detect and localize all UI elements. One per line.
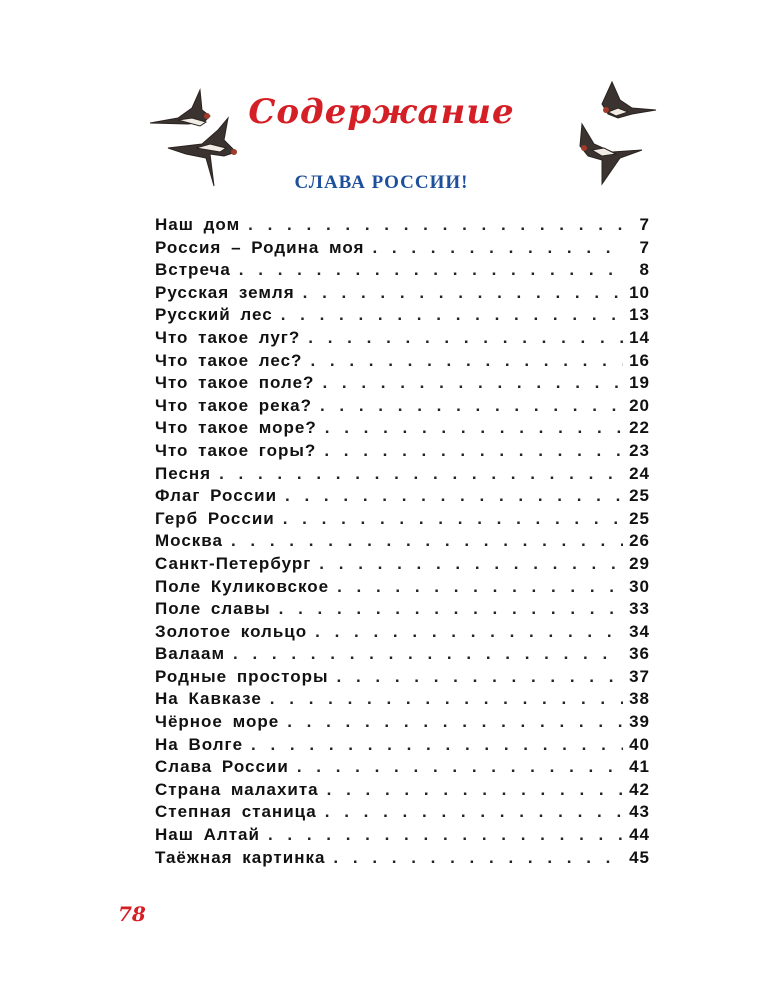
toc-entry <box>155 304 650 327</box>
toc-entry-page: 33 <box>629 599 650 619</box>
toc-entry <box>155 643 650 666</box>
toc-entry-title: Что такое лес? <box>155 350 303 370</box>
toc-leader-dots <box>270 688 623 711</box>
toc-entry-title: Москва <box>155 531 223 551</box>
toc-leader-dots <box>279 598 623 621</box>
toc-leader-dots <box>337 576 623 599</box>
toc-leader-dots <box>248 214 624 237</box>
toc-entry-page: 14 <box>629 327 650 347</box>
toc-entry-page: 23 <box>629 440 650 460</box>
toc-leader-dots <box>283 508 623 531</box>
toc-entry-page: 25 <box>629 486 650 506</box>
toc-leader-dots <box>310 350 623 373</box>
toc-entry-page: 20 <box>629 395 650 415</box>
toc-entry <box>155 734 650 757</box>
toc-leader-dots <box>319 553 623 576</box>
toc-entry-title: Песня <box>155 463 212 483</box>
toc-entry <box>155 553 650 576</box>
toc-entry-title: На Кавказе <box>155 689 262 709</box>
toc-leader-dots <box>372 237 624 260</box>
toc-entry <box>155 801 650 824</box>
toc-entry-page: 24 <box>629 463 650 483</box>
toc-entry <box>155 598 650 621</box>
toc-entry-title: Русская земля <box>155 282 295 302</box>
table-of-contents <box>155 214 650 869</box>
toc-leader-dots <box>268 824 623 847</box>
toc-entry-title: Поле Куликовское <box>155 576 330 596</box>
toc-entry <box>155 711 650 734</box>
toc-leader-dots <box>327 779 623 802</box>
toc-leader-dots <box>233 643 623 666</box>
toc-entry-page: 25 <box>629 508 650 528</box>
toc-entry-page: 38 <box>629 689 650 709</box>
toc-entry <box>155 666 650 689</box>
toc-entry-page: 41 <box>629 757 650 777</box>
toc-entry <box>155 576 650 599</box>
toc-entry <box>155 463 650 486</box>
toc-leader-dots <box>324 440 623 463</box>
toc-entry-title: Страна малахита <box>155 779 319 799</box>
toc-entry-title: Родные просторы <box>155 666 329 686</box>
toc-leader-dots <box>285 485 623 508</box>
toc-leader-dots <box>219 463 623 486</box>
toc-entry-page: 16 <box>629 350 650 370</box>
page-number: 78 <box>118 902 146 926</box>
toc-entry <box>155 440 650 463</box>
toc-entry-page: 43 <box>629 802 650 822</box>
toc-entry <box>155 485 650 508</box>
toc-entry <box>155 327 650 350</box>
toc-entry-title: Что такое луг? <box>155 327 301 347</box>
toc-entry-title: Наш дом <box>155 215 241 234</box>
toc-entry-page: 30 <box>629 576 650 596</box>
toc-leader-dots <box>303 282 623 305</box>
toc-entry-title: Наш Алтай <box>155 825 260 845</box>
toc-entry <box>155 237 650 260</box>
toc-entry-title: Флаг России <box>155 486 278 506</box>
toc-leader-dots <box>239 259 624 282</box>
toc-entry <box>155 824 650 847</box>
toc-leader-dots <box>322 372 623 395</box>
toc-leader-dots <box>281 304 623 327</box>
toc-entry-title: Поле славы <box>155 599 271 619</box>
toc-entry-page: 10 <box>629 282 650 302</box>
toc-entry-page: 22 <box>629 418 650 438</box>
toc-entry-page: 19 <box>629 373 650 393</box>
toc-leader-dots <box>297 756 623 779</box>
toc-entry-title: Русский лес <box>155 305 273 325</box>
toc-entry <box>155 372 650 395</box>
toc-entry <box>155 282 650 305</box>
toc-entry-page: 39 <box>629 712 650 732</box>
toc-entry <box>155 756 650 779</box>
section-heading: СЛАВА РОССИИ! <box>294 172 469 193</box>
toc-entry-page: 29 <box>629 553 650 573</box>
toc-entry-title: Чёрное море <box>155 712 280 732</box>
toc-leader-dots <box>325 801 623 824</box>
toc-entry-title: Герб России <box>155 508 275 528</box>
toc-entry <box>155 417 650 440</box>
toc-entry <box>155 621 650 644</box>
toc-entry-page: 13 <box>629 305 650 325</box>
toc-entry-title: Встреча <box>155 260 231 280</box>
toc-entry <box>155 688 650 711</box>
toc-entry-title: Слава России <box>155 757 289 777</box>
toc-entry-title: Золотое кольцо <box>155 621 308 641</box>
toc-entry <box>155 779 650 802</box>
toc-leader-dots <box>251 734 623 757</box>
toc-entry-page: 44 <box>629 825 650 845</box>
toc-leader-dots <box>333 847 623 870</box>
toc-entry <box>155 508 650 531</box>
toc-leader-dots <box>231 530 623 553</box>
toc-leader-dots <box>320 395 623 418</box>
toc-entry-page: 40 <box>629 734 650 754</box>
toc-entry-page: 26 <box>629 531 650 551</box>
toc-entry <box>155 847 650 870</box>
toc-leader-dots <box>337 666 624 689</box>
toc-entry-title: На Волге <box>155 734 244 754</box>
toc-entry-page: 34 <box>629 621 650 641</box>
toc-leader-dots <box>325 417 623 440</box>
toc-entry <box>155 350 650 373</box>
toc-entry-title: Таёжная картинка <box>155 847 326 867</box>
toc-entry-title: Что такое поле? <box>155 373 315 393</box>
toc-entry-title: Степная станица <box>155 802 317 822</box>
toc-entry-title: Валаам <box>155 644 226 664</box>
toc-entry-page: 36 <box>629 644 650 664</box>
toc-entry <box>155 395 650 418</box>
toc-leader-dots <box>315 621 623 644</box>
toc-entry <box>155 530 650 553</box>
toc-entry <box>155 259 650 282</box>
toc-entry-title: Что такое море? <box>155 418 317 438</box>
toc-entry <box>155 214 650 237</box>
page-title: Содержание <box>248 92 515 132</box>
toc-entry-page: 7 <box>639 215 650 234</box>
toc-entry-page: 7 <box>639 237 650 257</box>
toc-leader-dots <box>308 327 623 350</box>
toc-entry-title: Что такое река? <box>155 395 312 415</box>
toc-entry-page: 37 <box>629 666 650 686</box>
toc-leader-dots <box>287 711 623 734</box>
toc-entry-title: Санкт-Петербург <box>155 553 312 573</box>
toc-entry-page: 8 <box>639 260 650 280</box>
toc-entry-page: 45 <box>629 847 650 867</box>
toc-entry-page: 42 <box>629 779 650 799</box>
toc-entry-title: Что такое горы? <box>155 440 317 460</box>
toc-entry-title: Россия – Родина моя <box>155 237 365 257</box>
